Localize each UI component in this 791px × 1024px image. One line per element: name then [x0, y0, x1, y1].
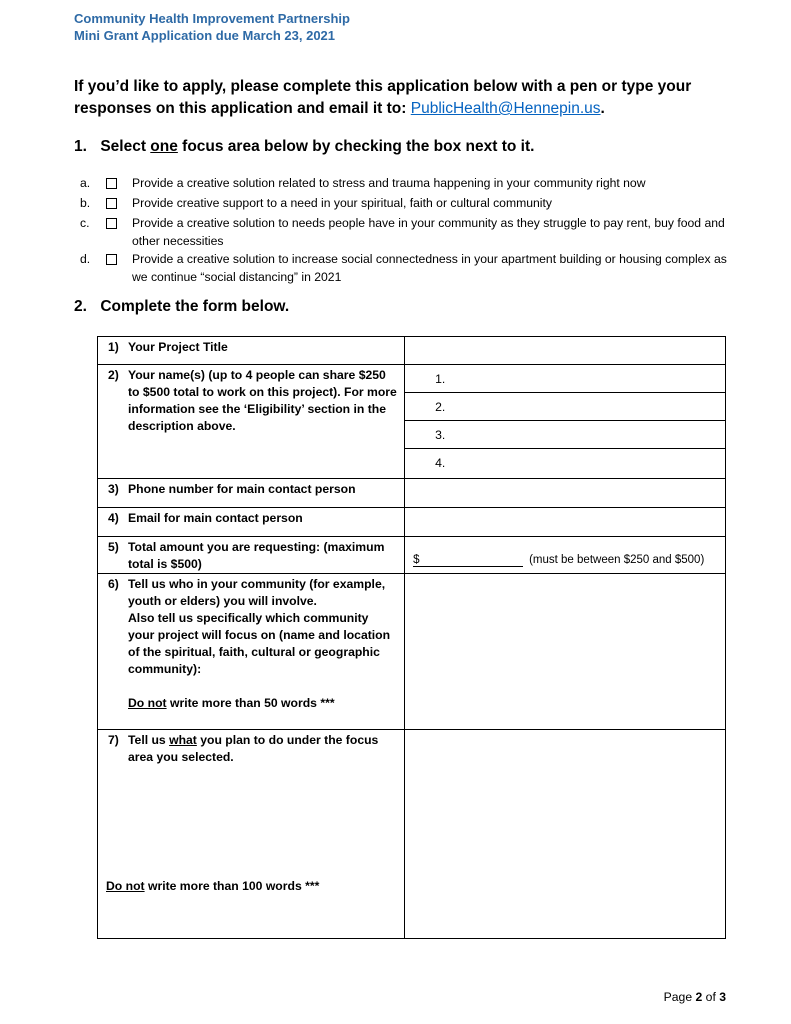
section-1-heading: [74, 138, 534, 156]
question-number: 4): [108, 511, 119, 525]
question-number: 5): [108, 540, 119, 554]
checkbox-d[interactable]: [106, 254, 117, 265]
section-1-before: Select: [100, 138, 151, 155]
option-letter: d.: [80, 252, 91, 266]
form-row-7: [98, 730, 726, 939]
checkbox-c[interactable]: [106, 218, 117, 229]
word-limit-50: Do not write more than 50 words ***: [128, 696, 335, 710]
header-subtitle: Mini Grant Application due March 23, 2021: [74, 28, 336, 43]
name-field-1[interactable]: [405, 365, 725, 393]
question-project-title: Your Project Title: [128, 340, 228, 354]
community-answer-field[interactable]: [405, 574, 726, 730]
question-number: 3): [108, 482, 119, 496]
amount-field[interactable]: [405, 537, 726, 574]
focus-area-options: [74, 174, 734, 286]
name-field-4[interactable]: [405, 449, 725, 477]
word-limit-100: Do not write more than 100 words ***: [106, 879, 320, 893]
section-2-heading: [74, 298, 289, 316]
option-text: Provide a creative solution to needs people have in your community as they struggle to pay rent, buy food and other necessities: [132, 216, 725, 248]
email-field[interactable]: [405, 508, 726, 537]
form-row-6: [98, 574, 726, 730]
question-number: 1): [108, 340, 119, 354]
form-row-2: [98, 365, 726, 479]
section-1-number: 1.: [74, 138, 87, 155]
name-field-3[interactable]: [405, 421, 725, 449]
option-letter: b.: [80, 196, 91, 210]
dollar-blank: $: [413, 554, 523, 567]
section-2-title: Complete the form below.: [100, 298, 290, 315]
question-names: Your name(s) (up to 4 people can share $250 to $500 total to work on this project). For more information see the ‘Eligibility’ section in the description above.: [128, 368, 397, 433]
question-community-focus: Also tell us specifically which community your project will focus on (name and location of the spiritual, faith, cultural or geographic community):: [128, 611, 391, 676]
form-row-3: [98, 479, 726, 508]
focus-option-a: [74, 174, 734, 194]
question-email: Email for main contact person: [128, 511, 303, 525]
focus-option-d: [74, 250, 734, 286]
section-1-after: focus area below by checking the box next to it.: [177, 138, 535, 155]
page-number: Page 2 of 3: [663, 990, 726, 1004]
option-text: Provide a creative solution related to stress and trauma happening in your community right now: [132, 176, 646, 190]
question-plan: Tell us what you plan to do under the focus area you selected.: [128, 733, 379, 764]
application-form-table: [97, 336, 726, 939]
email-link[interactable]: PublicHealth@Hennepin.us: [410, 100, 601, 117]
name-slot-label: 3.: [435, 427, 446, 442]
question-community-involvement: Tell us who in your community (for example, youth or elders) you will involve.: [128, 577, 386, 608]
form-row-1: [98, 337, 726, 365]
name-slot-label: 1.: [435, 371, 446, 386]
option-text: Provide creative support to a need in your spiritual, faith or cultural community: [132, 196, 552, 210]
intro-end: .: [600, 100, 605, 117]
question-number: 7): [108, 733, 119, 747]
name-slot-label: 4.: [435, 456, 446, 470]
option-text: Provide a creative solution to increase social connectedness in your apartment building or housing complex as we continue “social distancing” in 2021: [132, 252, 727, 284]
header-org: Community Health Improvement Partnership: [74, 11, 350, 26]
section-1-underlined: one: [150, 138, 178, 155]
section-2-number: 2.: [74, 298, 87, 315]
focus-option-b: [74, 194, 734, 214]
option-letter: c.: [80, 216, 90, 230]
option-letter: a.: [80, 176, 91, 190]
checkbox-b[interactable]: [106, 198, 117, 209]
plan-answer-field[interactable]: [405, 730, 726, 939]
name-field-2[interactable]: [405, 393, 725, 421]
checkbox-a[interactable]: [106, 178, 117, 189]
question-amount: Total amount you are requesting: (maximum total is $500): [128, 540, 385, 571]
amount-range-note: (must be between $250 and $500): [529, 554, 705, 566]
question-number: 6): [108, 577, 119, 591]
intro-text: If you’d like to apply, please complete this application below with a pen or type your responses on this application and email it to:: [74, 78, 692, 117]
form-row-4: [98, 508, 726, 537]
phone-field[interactable]: [405, 479, 726, 508]
question-number: 2): [108, 368, 119, 382]
document-header: [74, 10, 350, 44]
project-title-field[interactable]: [405, 337, 726, 365]
focus-option-c: [74, 214, 734, 250]
question-phone: Phone number for main contact person: [128, 482, 356, 496]
form-row-5: [98, 537, 726, 574]
name-slot-label: 2.: [435, 399, 446, 414]
intro-paragraph: [74, 76, 734, 120]
